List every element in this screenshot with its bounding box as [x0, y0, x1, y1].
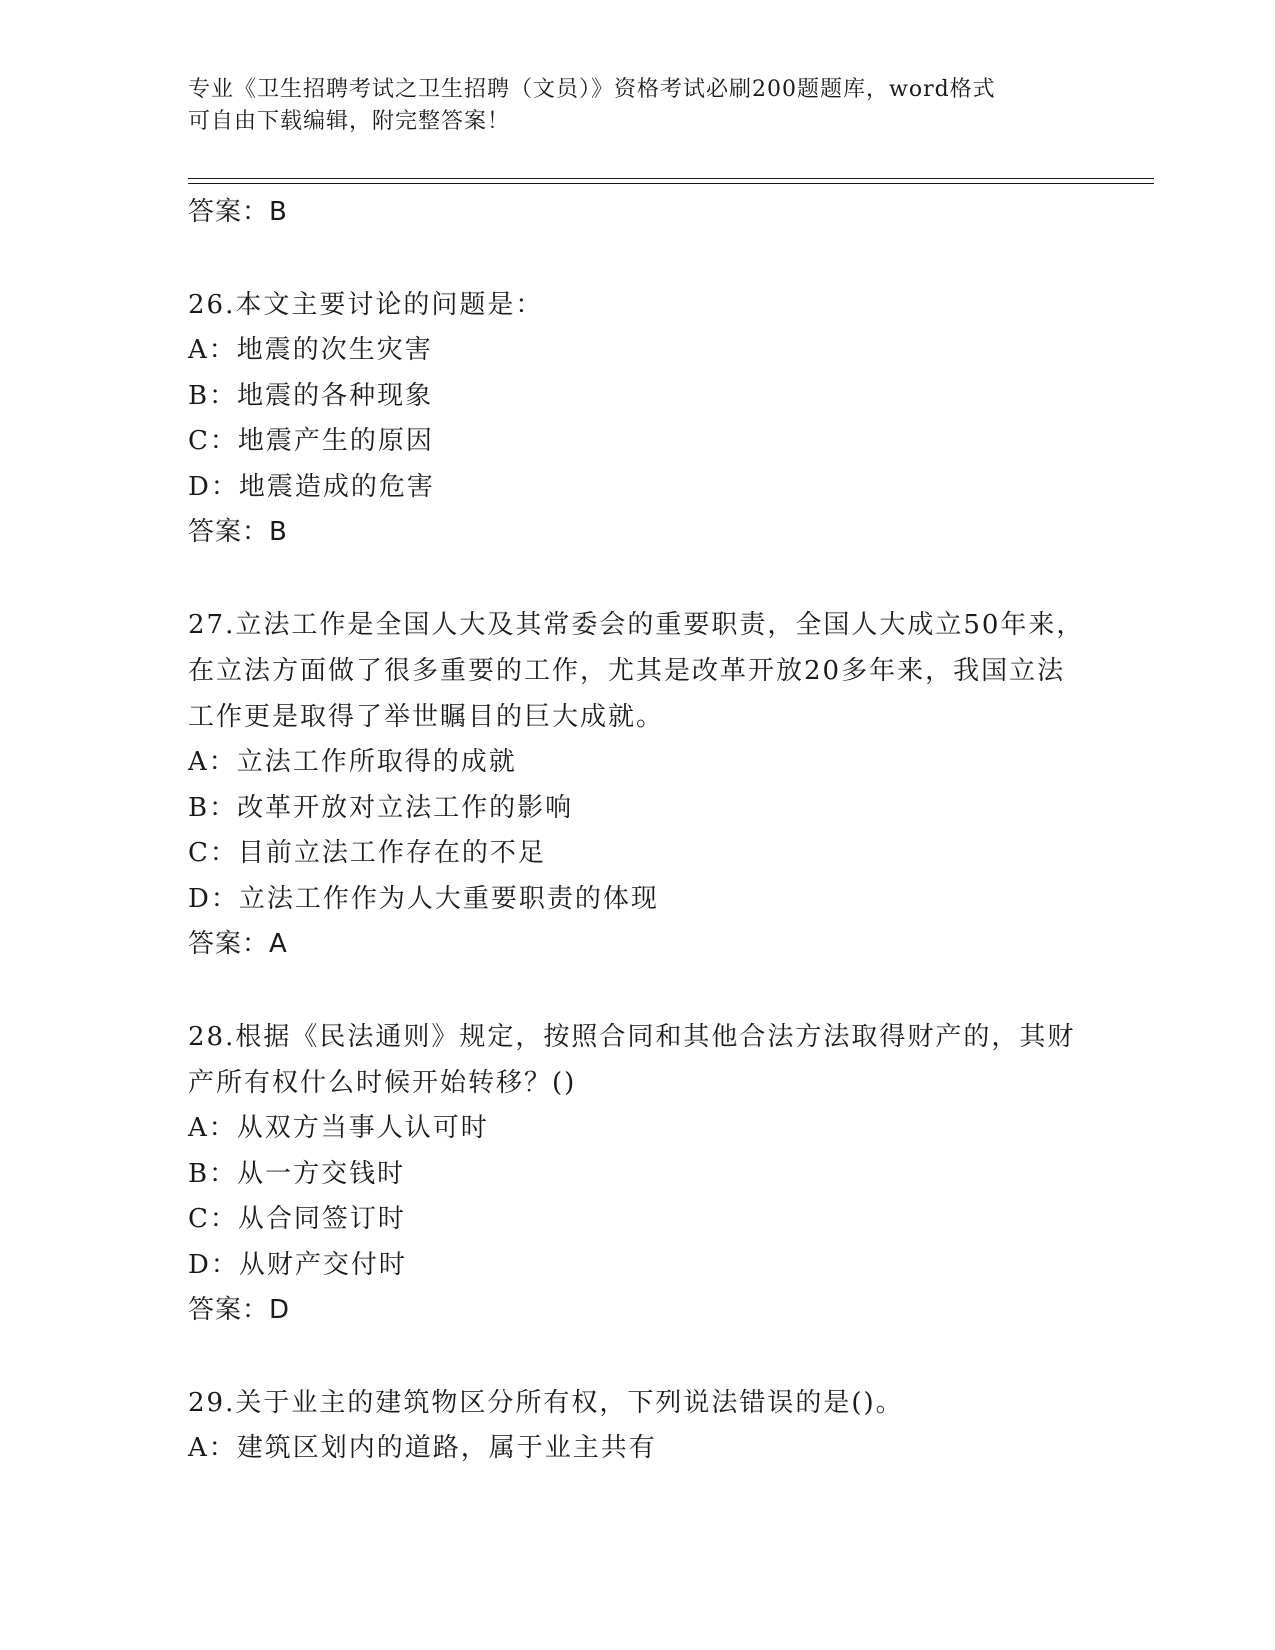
option-c: C：地震产生的原因 [188, 426, 434, 456]
question-text: 27.立法工作是全国人大及其常委会的重要职责，全国人大成立50年来，在立法方面做了很多重要的工作，尤其是改革开放20多年来，我国立法工作更是取得了举世瞩目的巨大成就。 [188, 610, 1085, 732]
answer: 答案：D [188, 1295, 291, 1325]
option-d: D：地震造成的危害 [188, 471, 435, 502]
question-text: 26.本文主要讨论的问题是： [188, 290, 544, 320]
option-a: A：立法工作所取得的成就 [188, 747, 517, 777]
document-header [188, 74, 1088, 138]
option-b: B：地震的各种现象 [188, 380, 434, 411]
question-29 [188, 1380, 1088, 1472]
answer: 答案：A [188, 929, 288, 959]
question-26 [188, 282, 1088, 554]
question-text: 28.根据《民法通则》规定，按照合同和其他合法方法取得财产的，其财产所有权什么时候开始转移？() [188, 1022, 1076, 1098]
option-b: B：从一方交钱时 [188, 1158, 406, 1189]
header-rule-bottom [188, 183, 1154, 184]
header-rule-top [188, 178, 1154, 179]
option-d: D：立法工作作为人大重要职责的体现 [188, 883, 659, 914]
option-b: B：改革开放对立法工作的影响 [188, 792, 574, 823]
header-line-1: 专业《卫生招聘考试之卫生招聘（文员）》资格考试必刷200题题库，word格式 [188, 77, 996, 102]
question-27 [188, 602, 1088, 966]
question-text: 29.关于业主的建筑物区分所有权，下列说法错误的是()。 [188, 1388, 904, 1418]
option-a: A：建筑区划内的道路，属于业主共有 [188, 1433, 657, 1463]
option-a: A：地震的次生灾害 [188, 335, 433, 365]
option-d: D：从财产交付时 [188, 1249, 407, 1280]
option-c: C：从合同签订时 [188, 1204, 406, 1234]
option-c: C：目前立法工作存在的不足 [188, 838, 546, 868]
answer: 答案：B [188, 517, 288, 547]
previous-answer: 答案：B [188, 197, 288, 227]
document-content [188, 190, 1088, 1472]
option-a: A：从双方当事人认可时 [188, 1113, 489, 1143]
header-line-2: 可自由下载编辑，附完整答案！ [188, 109, 511, 134]
question-28 [188, 1014, 1088, 1332]
